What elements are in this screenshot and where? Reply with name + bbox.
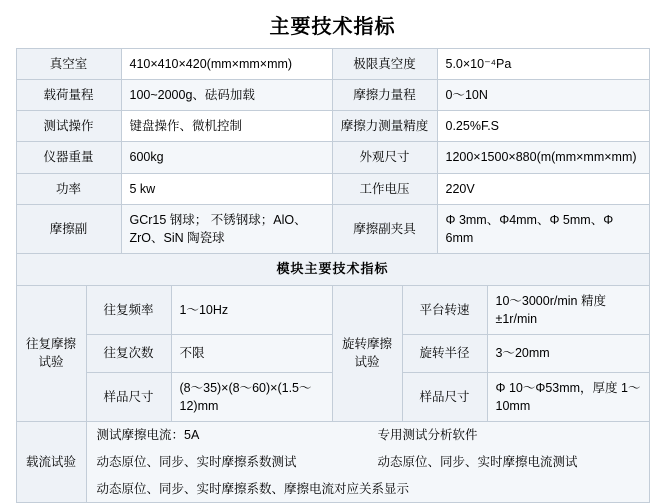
section-title: 模块主要技术指标: [16, 253, 649, 285]
row-label: 测试操作: [16, 111, 121, 142]
module-item-value: 10～3000r/min 精度±1r/min: [487, 285, 649, 334]
module-item-label: 样品尺寸: [402, 372, 487, 421]
row-label: 外观尺寸: [332, 142, 437, 173]
row-label: 摩擦副: [16, 204, 121, 253]
section-header-row: [16, 253, 649, 285]
row-value: 100~2000g、砝码加载: [121, 80, 332, 111]
module-group-right: 旋转摩擦试验: [332, 285, 402, 422]
row-label: 摩擦副夹具: [332, 204, 437, 253]
row-value: 5 kw: [121, 173, 332, 204]
current-test-line-1-right: 专用测试分析软件: [377, 428, 478, 443]
module-item-value: 1～10Hz: [171, 285, 332, 334]
table-row: [16, 49, 649, 80]
row-value: 1200×1500×880(m(mm×mm×mm): [437, 142, 649, 173]
page-title: 主要技术指标: [269, 16, 396, 38]
current-test-line-1-left: 测试摩擦电流：5A: [96, 428, 200, 443]
table-row: [16, 80, 649, 111]
row-value: 0～10N: [437, 80, 649, 111]
row-value: 410×410×420(mm×mm×mm): [121, 49, 332, 80]
module-group-left: 往复摩擦试验: [16, 285, 86, 422]
module-item-label: 往复次数: [86, 334, 171, 372]
table-row: [16, 142, 649, 173]
current-test-line-3-text: 动态原位、同步、实时摩擦系数、摩擦电流对应关系显示: [96, 481, 410, 496]
current-test-table: [16, 421, 650, 503]
module-item-value: Φ 10～Φ53mm，厚度 1～10mm: [487, 372, 649, 421]
current-test-line-1: [87, 422, 649, 449]
current-test-line-3: [87, 476, 649, 503]
table-row: [16, 111, 649, 142]
module-item-value: 不限: [171, 334, 332, 372]
row-label: 真空室: [16, 49, 121, 80]
row-value: 600kg: [121, 142, 332, 173]
module-item-label: 旋转半径: [402, 334, 487, 372]
row-value: 220V: [437, 173, 649, 204]
module-item-value: (8～35)×(8～60)×(1.5～12)mm: [171, 372, 332, 421]
current-test-label: 载流试验: [16, 422, 86, 503]
table-row: [16, 285, 649, 334]
module-table: [16, 285, 650, 423]
row-value: 键盘操作、微机控制: [121, 111, 332, 142]
module-item-value: 3～20mm: [487, 334, 649, 372]
table-row: [16, 204, 649, 253]
row-label: 摩擦力测量精度: [332, 111, 437, 142]
row-label: 仪器重量: [16, 142, 121, 173]
module-item-label: 平台转速: [402, 285, 487, 334]
module-item-label: 样品尺寸: [86, 372, 171, 421]
row-label: 摩擦力量程: [332, 80, 437, 111]
current-test-line-2-left: 动态原位、同步、实时摩擦系数测试: [96, 454, 297, 469]
table-row: [16, 422, 649, 503]
row-label: 载荷量程: [16, 80, 121, 111]
row-label: 极限真空度: [332, 49, 437, 80]
row-value: 5.0×10⁻⁴Pa: [437, 49, 649, 80]
row-label: 工作电压: [332, 173, 437, 204]
module-item-label: 往复频率: [86, 285, 171, 334]
current-test-line-2-right: 动态原位、同步、实时摩擦电流测试: [377, 454, 578, 469]
current-test-line-2: [87, 449, 649, 476]
row-value: 0.25%F.S: [437, 111, 649, 142]
table-row: [16, 173, 649, 204]
current-test-content: [86, 422, 649, 503]
row-label: 功率: [16, 173, 121, 204]
specs-table: [16, 48, 650, 286]
row-value: GCr15 钢球； 不锈钢球；AlO、ZrO、SiN 陶瓷球: [121, 204, 332, 253]
row-value: Φ 3mm、Φ4mm、Φ 5mm、Φ 6mm: [437, 204, 649, 253]
